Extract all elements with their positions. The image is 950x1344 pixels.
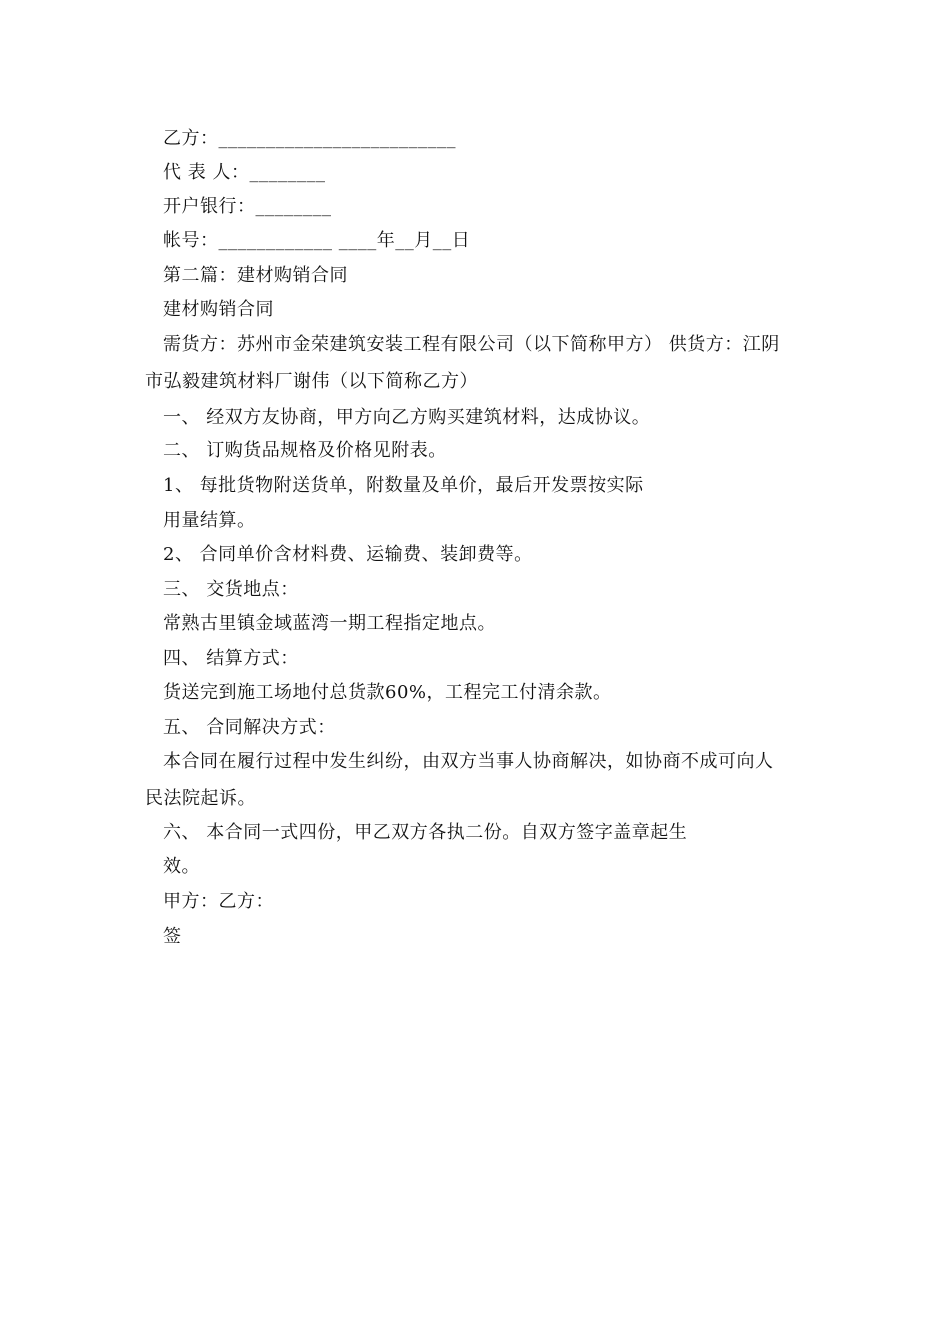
clause-5: 五、 合同解决方式： — [163, 717, 336, 738]
parties-paragraph-line-1: 需货方：苏州市金荣建筑安装工程有限公司（以下简称甲方） 供货方：江阴 — [163, 334, 780, 355]
signature-parties: 甲方：乙方： — [163, 891, 274, 912]
clause-2: 二、 订购货品规格及价格见附表。 — [163, 440, 447, 461]
account-date-field: 帐号：____________ ____年__月__日 — [163, 230, 471, 251]
clause-6-line-1: 六、 本合同一式四份，甲乙双方各执二份。自双方签字盖章起生 — [163, 822, 688, 843]
clause-4-body: 货送完到施工场地付总货款60%，工程完工付清余款。 — [163, 682, 612, 703]
clause-3-body: 常熟古里镇金域蓝湾一期工程指定地点。 — [163, 613, 496, 634]
item-1-line-2: 用量结算。 — [163, 510, 256, 531]
clause-3: 三、 交货地点： — [163, 579, 299, 600]
bank-field: 开户银行：________ — [163, 196, 332, 217]
representative-field: 代 表 人：________ — [163, 162, 326, 183]
item-1-line-1: 1、 每批货物附送货单，附数量及单价，最后开发票按实际 — [163, 475, 644, 496]
clause-5-body-line-1: 本合同在履行过程中发生纠纷，由双方当事人协商解决，如协商不成可向人 — [163, 751, 774, 772]
clause-6-line-2: 效。 — [163, 856, 200, 877]
clause-5-body-line-2: 民法院起诉。 — [145, 788, 256, 809]
item-2: 2、 合同单价含材料费、运输费、装卸费等。 — [163, 544, 533, 565]
signature-label: 签 — [163, 926, 182, 947]
contract-title: 建材购销合同 — [163, 299, 274, 320]
clause-4: 四、 结算方式： — [163, 648, 299, 669]
clause-1: 一、 经双方友协商，甲方向乙方购买建筑材料，达成协议。 — [163, 407, 651, 428]
parties-paragraph-line-2: 市弘毅建筑材料厂谢伟（以下简称乙方） — [145, 371, 478, 392]
party-b-field: 乙方：_________________________ — [163, 128, 456, 149]
section-heading: 第二篇：建材购销合同 — [163, 265, 348, 286]
